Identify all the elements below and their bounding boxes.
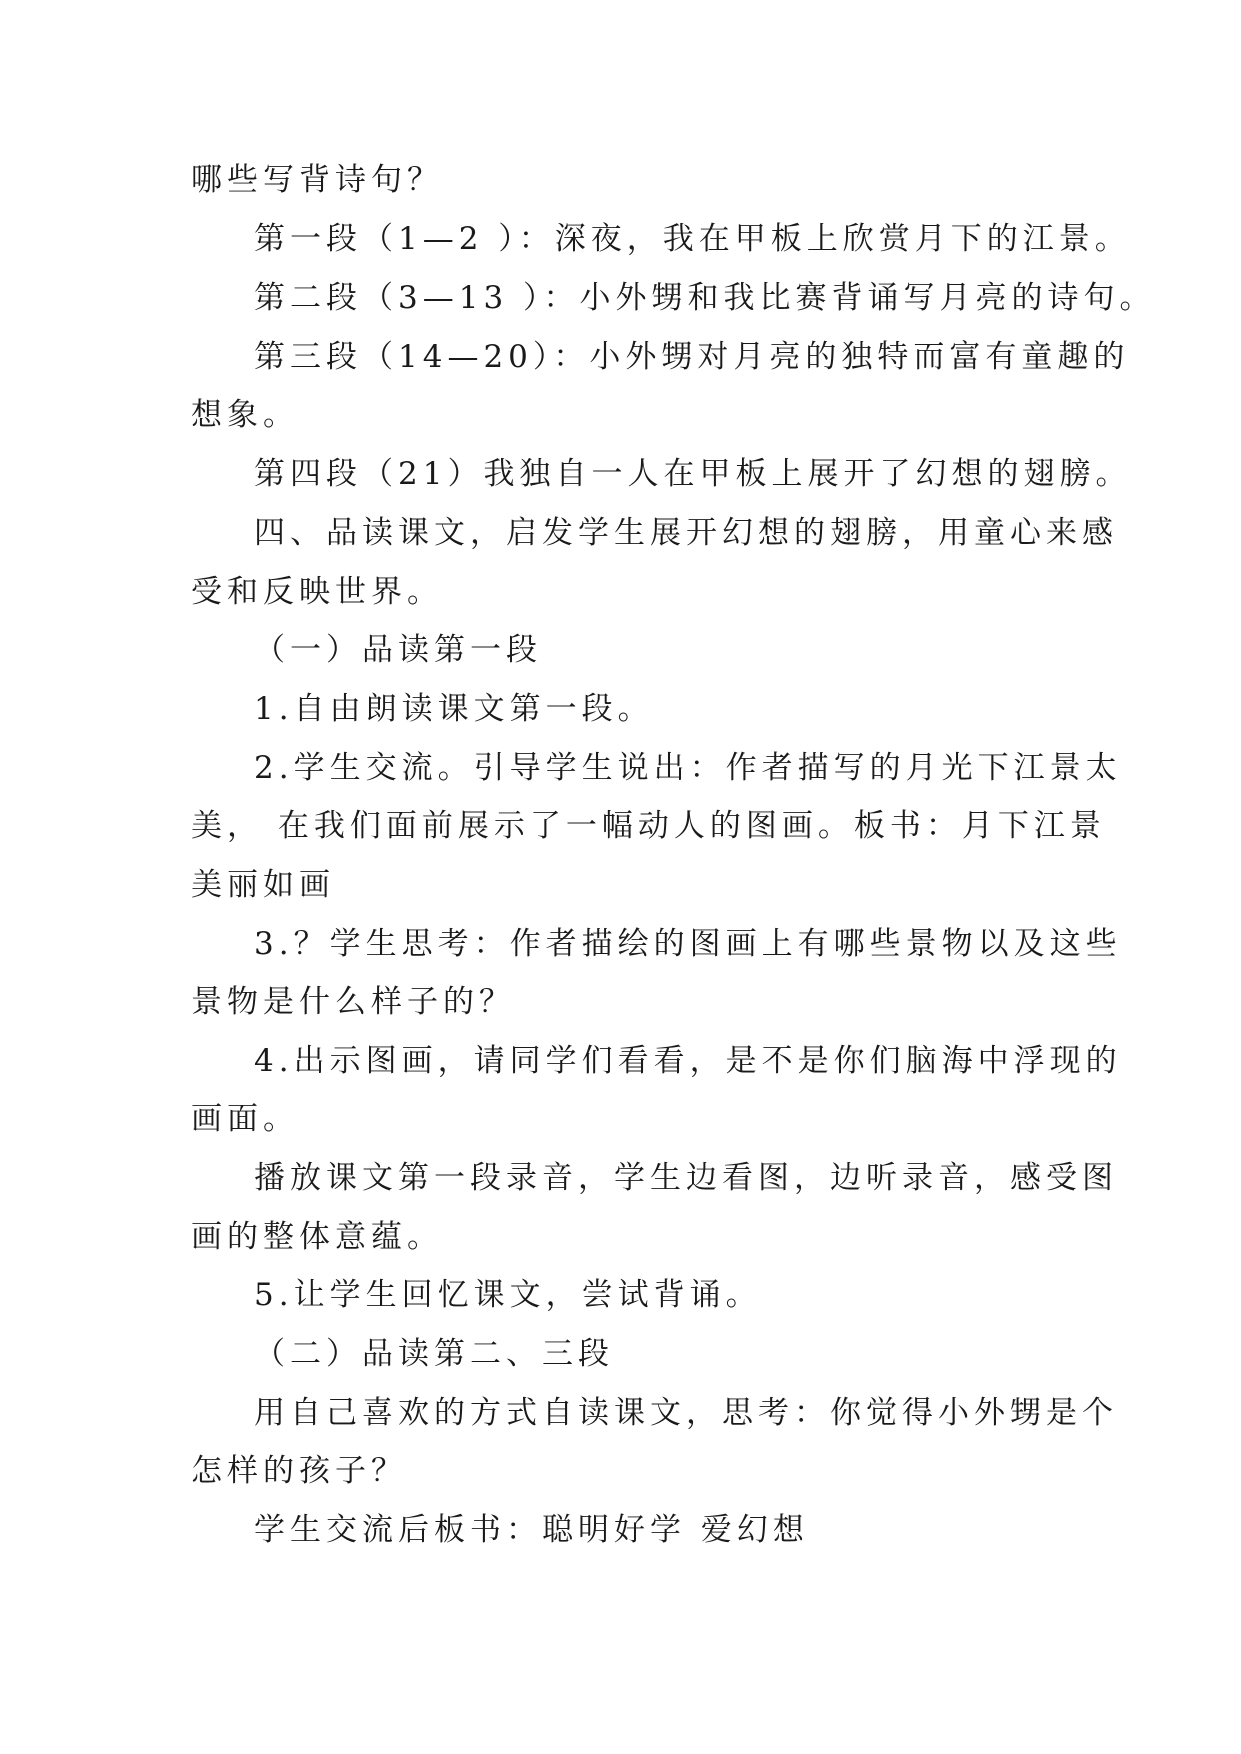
text-line: 5.让学生回忆课文，尝试背诵。	[254, 1277, 762, 1313]
text-line: 学生交流后板书：聪明好学 爱幻想	[254, 1512, 809, 1548]
text-line: 美丽如画	[191, 867, 335, 903]
text-line: 2.学生交流。引导学生说出：作者描写的月光下江景太	[254, 750, 1122, 786]
text-line: 四、品读课文，启发学生展开幻想的翅膀，用童心来感	[254, 515, 1118, 551]
text-line: 想象。	[191, 397, 299, 433]
text-line: 4.出示图画，请同学们看看，是不是你们脑海中浮现的	[254, 1043, 1122, 1079]
section-heading: （二）品读第二、三段	[254, 1336, 614, 1372]
text-line: 哪些写背诗句？	[191, 162, 443, 198]
text-line: 第一段（1—2 ）：深夜，我在甲板上欣赏月下的江景。	[254, 221, 1131, 257]
text-line: 画的整体意蕴。	[191, 1219, 443, 1255]
text-line: 景物是什么样子的？	[191, 984, 515, 1020]
text-line: 第三段（14—20）：小外甥对月亮的独特而富有童趣的	[254, 339, 1130, 375]
section-heading: （一）品读第一段	[254, 632, 542, 668]
text-line: 3.？学生思考：作者描绘的图画上有哪些景物以及这些	[254, 926, 1122, 962]
text-line: 怎样的孩子？	[191, 1453, 407, 1489]
text-line: 第二段（3—13 ）：小外甥和我比赛背诵写月亮的诗句。	[254, 280, 1156, 316]
text-line: 美， 在我们面前展示了一幅动人的图画。板书：月下江景	[191, 808, 1106, 844]
text-line: 播放课文第一段录音，学生边看图，边听录音，感受图	[254, 1160, 1118, 1196]
text-line: 画面。	[191, 1101, 299, 1137]
text-line: 第四段（21）我独自一人在甲板上展开了幻想的翅膀。	[254, 456, 1132, 492]
text-line: 1.自由朗读课文第一段。	[254, 691, 654, 727]
text-line: 受和反映世界。	[191, 574, 443, 610]
text-line: 用自己喜欢的方式自读课文，思考：你觉得小外甥是个	[254, 1395, 1118, 1431]
